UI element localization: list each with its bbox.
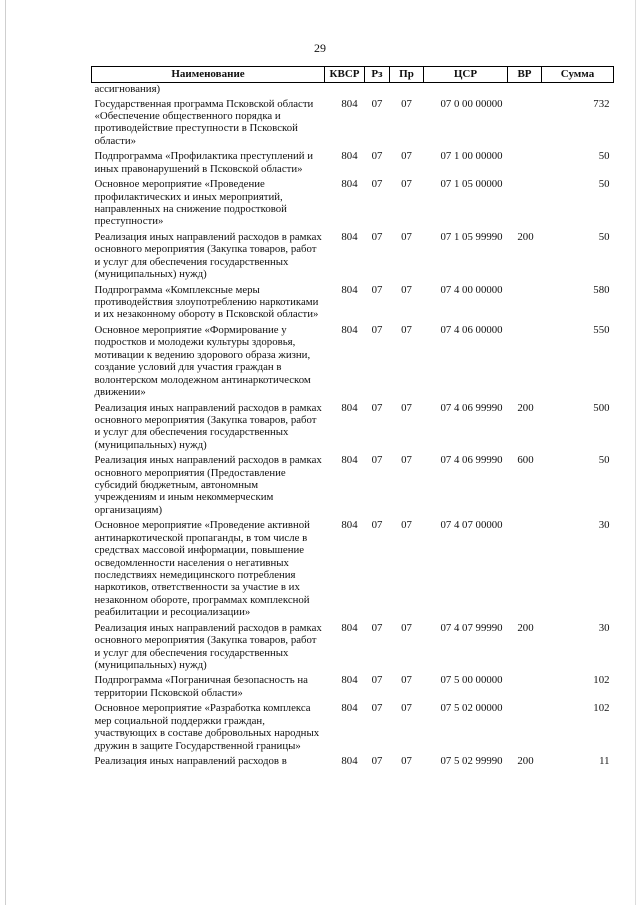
cell-csr: 07 4 06 99990 (440, 401, 503, 414)
cell-pr: 07 (401, 755, 412, 768)
cell-vr (508, 150, 542, 178)
cell-kvsr: 804 (341, 519, 358, 532)
cell-pr: 07 (401, 674, 412, 687)
cell-rz: 07 (371, 323, 383, 336)
cell-name: Основное мероприятие «Формирование у подростков и молодежи культуры здоровья, мотивации к ведению здорового образа жизни, создание условий для участия граждан в волонтерском молодежном антинаркотическом движении» (94, 323, 311, 398)
cell-csr: 07 4 06 00000 (440, 323, 503, 336)
cell-csr: 07 4 06 99990 (440, 454, 503, 467)
cell-rz: 07 (371, 230, 383, 243)
cell-rz: 07 (371, 519, 383, 532)
cell-rz: 07 (371, 178, 383, 191)
cell-name: Подпрограмма «Пограничная безопасность на территории Псковской области» (94, 674, 308, 699)
table-row (92, 150, 614, 178)
cell-vr (508, 98, 542, 151)
cell-sum: 102 (593, 674, 610, 687)
continuation-row (92, 83, 614, 98)
cell-kvsr: 804 (341, 178, 358, 191)
cell-pr: 07 (401, 702, 412, 715)
cell-name: Основное мероприятие «Проведение профилактических и иных мероприятий, направленных на снижение подростковой преступности» (94, 178, 287, 228)
table-row (92, 674, 614, 702)
cell-vr (508, 178, 542, 231)
cell-name: Реализация иных направлений расходов в (94, 755, 287, 768)
budget-table (91, 66, 614, 771)
cell-kvsr: 804 (341, 283, 358, 296)
header-rz: Рз (365, 67, 390, 83)
cell-kvsr: 804 (341, 150, 358, 163)
cell-name: Основное мероприятие «Проведение активной антинаркотической пропаганды, в том числе в средствах массовой информации, повышение осведомленности населения о негативных последствиях немедицинского потребления наркотиков, ответственности за участие в их незаконном обороте, программах комплексной реабилитации и ресоциализации» (94, 519, 310, 619)
cell-rz: 07 (371, 674, 383, 687)
header-sum: Сумма (542, 67, 614, 83)
cell-vr: 200 (517, 755, 534, 768)
cell-rz: 07 (371, 621, 383, 634)
table-row (92, 178, 614, 231)
cell-sum: 50 (598, 454, 610, 467)
cell-sum: 550 (593, 323, 610, 336)
cell-name: Реализация иных направлений расходов в рамках основного мероприятия (Закупка товаров, работ и услуг для обеспечения государственных (муниципальных) нужд) (94, 621, 322, 671)
table-row (92, 702, 614, 755)
cell-kvsr: 804 (341, 674, 358, 687)
cell-pr: 07 (401, 621, 412, 634)
header-vr: ВР (508, 67, 542, 83)
cell-sum: 50 (598, 230, 610, 243)
cell-rz: 07 (371, 97, 383, 110)
cell-pr: 07 (401, 178, 412, 191)
cell-sum: 500 (593, 401, 610, 414)
cell-kvsr: 804 (341, 401, 358, 414)
table-row (92, 454, 614, 519)
cell-vr (508, 324, 542, 402)
cell-kvsr: 804 (341, 755, 358, 768)
cell-vr: 200 (517, 621, 534, 634)
table-header-row (92, 67, 614, 83)
cell-sum: 732 (593, 97, 610, 110)
cell-pr: 07 (401, 519, 412, 532)
table-body (92, 83, 614, 771)
cell-sum: 50 (598, 178, 610, 191)
cell-vr: 200 (517, 230, 534, 243)
cell-csr: 07 4 00 00000 (440, 283, 503, 296)
table-row (92, 402, 614, 455)
cell-sum: 580 (593, 283, 610, 296)
page-number: 29 (314, 41, 326, 55)
cell-pr: 07 (401, 323, 412, 336)
cell-csr: 07 1 05 99990 (440, 230, 503, 243)
cell-name: Подпрограмма «Комплексные меры противодействия злоупотреблению наркотиками и их незаконному обороту в Псковской области» (94, 283, 319, 321)
cell-sum: 11 (599, 755, 610, 768)
cell-name: Подпрограмма «Профилактика преступлений и иных правонарушений в Псковской области» (94, 150, 314, 175)
header-csr: ЦСР (424, 67, 508, 83)
cell-kvsr: 804 (341, 97, 358, 110)
cell-pr: 07 (401, 97, 412, 110)
header-kvsr: КВСР (325, 67, 365, 83)
cell-vr (508, 519, 542, 621)
cell-csr: 07 1 00 00000 (440, 150, 503, 163)
scan-edge-left (5, 0, 6, 905)
cell-vr: 600 (517, 454, 534, 467)
cell-kvsr: 804 (341, 230, 358, 243)
cell-csr: 07 5 00 00000 (440, 674, 503, 687)
cell-pr: 07 (401, 150, 412, 163)
cell-rz: 07 (371, 401, 383, 414)
cell-csr: 07 4 07 00000 (440, 519, 503, 532)
cell-name: Основное мероприятие «Разработка комплекса мер социальной поддержки граждан, участвующих в составе добровольных народных дружин в защите Государственной границы» (94, 702, 320, 752)
table-row (92, 324, 614, 402)
table-row (92, 755, 614, 771)
table-row (92, 622, 614, 675)
cell-name: Государственная программа Псковской области «Обеспечение общественного порядка и противодействие преступности в Псковской области» (94, 97, 314, 147)
cell-vr (508, 284, 542, 324)
cell-kvsr: 804 (341, 454, 358, 467)
cell-name: Реализация иных направлений расходов в рамках основного мероприятия (Предоставление субсидий бюджетным, автономным учреждениям и иным некоммерческим организациям) (94, 454, 322, 516)
cell-rz: 07 (371, 454, 383, 467)
continuation-text: ассигнования) (94, 83, 161, 95)
cell-csr: 07 5 02 99990 (440, 755, 503, 768)
cell-rz: 07 (371, 150, 383, 163)
cell-vr (508, 702, 542, 755)
cell-rz: 07 (371, 702, 383, 715)
header-name: Наименование (92, 67, 325, 83)
header-pr: Пр (390, 67, 424, 83)
cell-pr: 07 (401, 283, 412, 296)
table-row (92, 284, 614, 324)
cell-kvsr: 804 (341, 323, 358, 336)
cell-csr: 07 5 02 00000 (440, 702, 503, 715)
cell-pr: 07 (401, 230, 412, 243)
cell-rz: 07 (371, 755, 383, 768)
table-row (92, 98, 614, 151)
cell-name: Реализация иных направлений расходов в рамках основного мероприятия (Закупка товаров, работ и услуг для обеспечения государственных (муниципальных) нужд) (94, 230, 322, 281)
cell-sum: 30 (598, 519, 610, 532)
cell-sum: 102 (593, 702, 610, 715)
scan-edge-right (635, 0, 636, 905)
cell-kvsr: 804 (341, 621, 358, 634)
cell-rz: 07 (371, 283, 383, 296)
table-row (92, 519, 614, 621)
cell-name: Реализация иных направлений расходов в рамках основного мероприятия (Закупка товаров, работ и услуг для обеспечения государственных (муниципальных) нужд) (94, 401, 322, 451)
table-row (92, 231, 614, 284)
cell-sum: 30 (598, 621, 610, 634)
cell-vr (508, 674, 542, 702)
cell-csr: 07 0 00 00000 (440, 97, 503, 110)
cell-kvsr: 804 (341, 702, 358, 715)
cell-vr: 200 (517, 401, 534, 414)
cell-csr: 07 1 05 00000 (440, 178, 503, 191)
cell-pr: 07 (401, 454, 412, 467)
cell-csr: 07 4 07 99990 (440, 621, 503, 634)
cell-sum: 50 (598, 150, 610, 163)
cell-pr: 07 (401, 401, 412, 414)
